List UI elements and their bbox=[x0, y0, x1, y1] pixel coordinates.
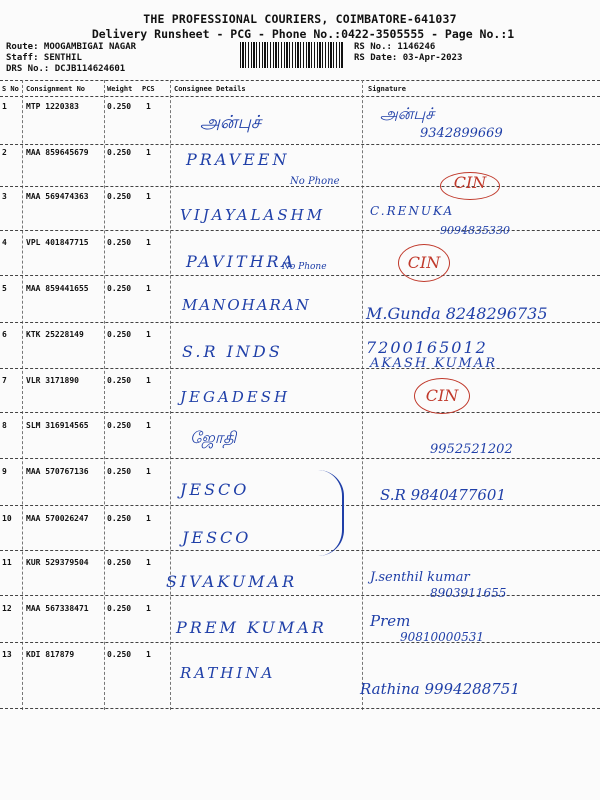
row-divider bbox=[0, 275, 600, 276]
row-consignment-no: MAA 567338471 bbox=[26, 604, 89, 613]
row-divider bbox=[0, 595, 600, 596]
column-header-weight: Weight bbox=[107, 85, 133, 93]
row-pcs: 1 bbox=[146, 238, 151, 247]
row-sno: 3 bbox=[2, 192, 7, 201]
row-sno: 5 bbox=[2, 284, 7, 293]
row-weight: 0.250 bbox=[107, 148, 132, 157]
consignee-handwritten: JEGADESH bbox=[180, 388, 291, 406]
column-divider bbox=[362, 80, 363, 710]
cin-stamp: CIN bbox=[440, 172, 500, 200]
row-sno: 12 bbox=[2, 604, 12, 613]
signature-phone: 9342899669 bbox=[420, 126, 503, 141]
row-divider bbox=[0, 412, 600, 413]
column-header-sno: S No bbox=[2, 85, 19, 93]
row-pcs: 1 bbox=[146, 558, 151, 567]
row-weight: 0.250 bbox=[107, 558, 132, 567]
row-consignment-no: SLM 316914565 bbox=[26, 421, 89, 430]
column-header-signature: Signature bbox=[368, 85, 406, 93]
row-sno: 9 bbox=[2, 467, 7, 476]
row-sno: 11 bbox=[2, 558, 12, 567]
signature-handwritten: J.senthil kumar bbox=[370, 570, 470, 585]
row-pcs: 1 bbox=[146, 148, 151, 157]
row-pcs: 1 bbox=[146, 192, 151, 201]
row-sno: 8 bbox=[2, 421, 7, 430]
signature-phone: 90810000531 bbox=[400, 630, 484, 644]
row-weight: 0.250 bbox=[107, 514, 132, 523]
row-divider bbox=[0, 230, 600, 231]
cin-stamp: CIN bbox=[398, 244, 450, 282]
column-header-consignment: Consignment No bbox=[26, 85, 86, 93]
column-header-consignee: Consignee Details bbox=[174, 85, 246, 93]
signature-handwritten: Prem bbox=[370, 612, 411, 630]
consignee-handwritten: S.R INDS bbox=[182, 342, 283, 361]
row-sno: 1 bbox=[2, 102, 7, 111]
signature-handwritten: AKASH KUMAR bbox=[370, 356, 498, 371]
row-pcs: 1 bbox=[146, 604, 151, 613]
row-pcs: 1 bbox=[146, 650, 151, 659]
consignee-handwritten: அன்புச் bbox=[200, 112, 261, 133]
consignee-handwritten: PREM KUMAR bbox=[176, 618, 327, 637]
row-divider bbox=[0, 642, 600, 643]
consignee-handwritten: VIJAYALASHM bbox=[180, 206, 326, 224]
row-consignment-no: MAA 570767136 bbox=[26, 467, 89, 476]
row-weight: 0.250 bbox=[107, 192, 132, 201]
consignee-handwritten: MANOHARAN bbox=[182, 296, 311, 314]
cin-stamp: CIN bbox=[414, 378, 470, 414]
row-weight: 0.250 bbox=[107, 604, 132, 613]
column-header-pcs: PCS bbox=[142, 85, 155, 93]
rs-number: RS No.: 1146246 bbox=[354, 42, 436, 52]
row-pcs: 1 bbox=[146, 102, 151, 111]
consignee-handwritten: SIVAKUMAR bbox=[166, 572, 298, 591]
rs-date: RS Date: 03-Apr-2023 bbox=[354, 53, 463, 63]
signature-phone: 8903911655 bbox=[430, 586, 507, 600]
row-consignment-no: MAA 859441655 bbox=[26, 284, 89, 293]
column-divider bbox=[170, 80, 171, 710]
row-consignment-no: VLR 3171890 bbox=[26, 376, 79, 385]
row-sno: 6 bbox=[2, 330, 7, 339]
signature-handwritten: அன்புச் bbox=[380, 104, 435, 123]
consignee-handwritten: PAVITHRA bbox=[186, 252, 297, 271]
signature-phone: 9094835330 bbox=[440, 224, 510, 237]
consignee-note: No Phone bbox=[290, 176, 340, 187]
row-weight: 0.250 bbox=[107, 467, 132, 476]
header-divider-bottom bbox=[0, 96, 600, 97]
consignee-handwritten: JESCO bbox=[182, 528, 252, 547]
row-consignment-no: KUR 529379504 bbox=[26, 558, 89, 567]
row-weight: 0.250 bbox=[107, 376, 132, 385]
row-sno: 13 bbox=[2, 650, 12, 659]
row-weight: 0.250 bbox=[107, 421, 132, 430]
row-sno: 2 bbox=[2, 148, 7, 157]
row-consignment-no: KDI 817879 bbox=[26, 650, 75, 659]
signature-handwritten: Rathina 9994288751 bbox=[360, 680, 520, 698]
signature-handwritten: M.Gunda 8248296735 bbox=[366, 304, 548, 323]
signature-phone: 9952521202 bbox=[430, 442, 513, 457]
consignee-handwritten: PRAVEEN bbox=[186, 150, 290, 169]
barcode bbox=[240, 42, 344, 68]
row-weight: 0.250 bbox=[107, 330, 132, 339]
row-weight: 0.250 bbox=[107, 102, 132, 111]
row-pcs: 1 bbox=[146, 421, 151, 430]
signature-handwritten: C.RENUKA bbox=[370, 204, 455, 218]
row-divider bbox=[0, 505, 600, 506]
row-sno: 7 bbox=[2, 376, 7, 385]
consignee-handwritten: JESCO bbox=[180, 480, 250, 499]
drs-number: DRS No.: DCJB114624601 bbox=[6, 64, 126, 74]
row-divider bbox=[0, 458, 600, 459]
route-label: Route: MOOGAMBIGAI NAGAR bbox=[6, 42, 137, 52]
row-consignment-no: MTP 1220383 bbox=[26, 102, 79, 111]
row-sno: 4 bbox=[2, 238, 7, 247]
company-title: THE PROFESSIONAL COURIERS, COIMBATORE-641037 bbox=[143, 12, 457, 26]
row-consignment-no: VPL 401847715 bbox=[26, 238, 89, 247]
row-divider bbox=[0, 368, 600, 369]
row-pcs: 1 bbox=[146, 467, 151, 476]
signature-handwritten: S.R 9840477601 bbox=[380, 486, 507, 504]
grouping-brace bbox=[318, 470, 344, 556]
runsheet-subtitle: Delivery Runsheet - PCG - Phone No.:0422-3505555 - Page No.:1 bbox=[91, 27, 515, 41]
row-pcs: 1 bbox=[146, 376, 151, 385]
row-consignment-no: MAA 570026247 bbox=[26, 514, 89, 523]
row-consignment-no: MAA 859645679 bbox=[26, 148, 89, 157]
row-weight: 0.250 bbox=[107, 650, 132, 659]
consignee-handwritten: ஜோதி bbox=[190, 428, 237, 447]
row-consignment-no: KTK 25228149 bbox=[26, 330, 84, 339]
row-divider bbox=[0, 144, 600, 145]
consignee-note: No Phone bbox=[282, 262, 327, 272]
row-pcs: 1 bbox=[146, 284, 151, 293]
row-consignment-no: MAA 569474363 bbox=[26, 192, 89, 201]
row-pcs: 1 bbox=[146, 514, 151, 523]
consignee-handwritten: RATHINA bbox=[180, 664, 276, 682]
signature-phone: 7200165012 bbox=[366, 338, 488, 357]
row-pcs: 1 bbox=[146, 330, 151, 339]
row-sno: 10 bbox=[2, 514, 12, 523]
column-divider bbox=[22, 80, 23, 710]
header-divider-top bbox=[0, 80, 600, 81]
row-divider bbox=[0, 708, 600, 709]
row-divider bbox=[0, 550, 600, 551]
row-weight: 0.250 bbox=[107, 284, 132, 293]
row-weight: 0.250 bbox=[107, 238, 132, 247]
column-divider bbox=[104, 80, 105, 710]
staff-label: Staff: SENTHIL bbox=[6, 53, 82, 63]
